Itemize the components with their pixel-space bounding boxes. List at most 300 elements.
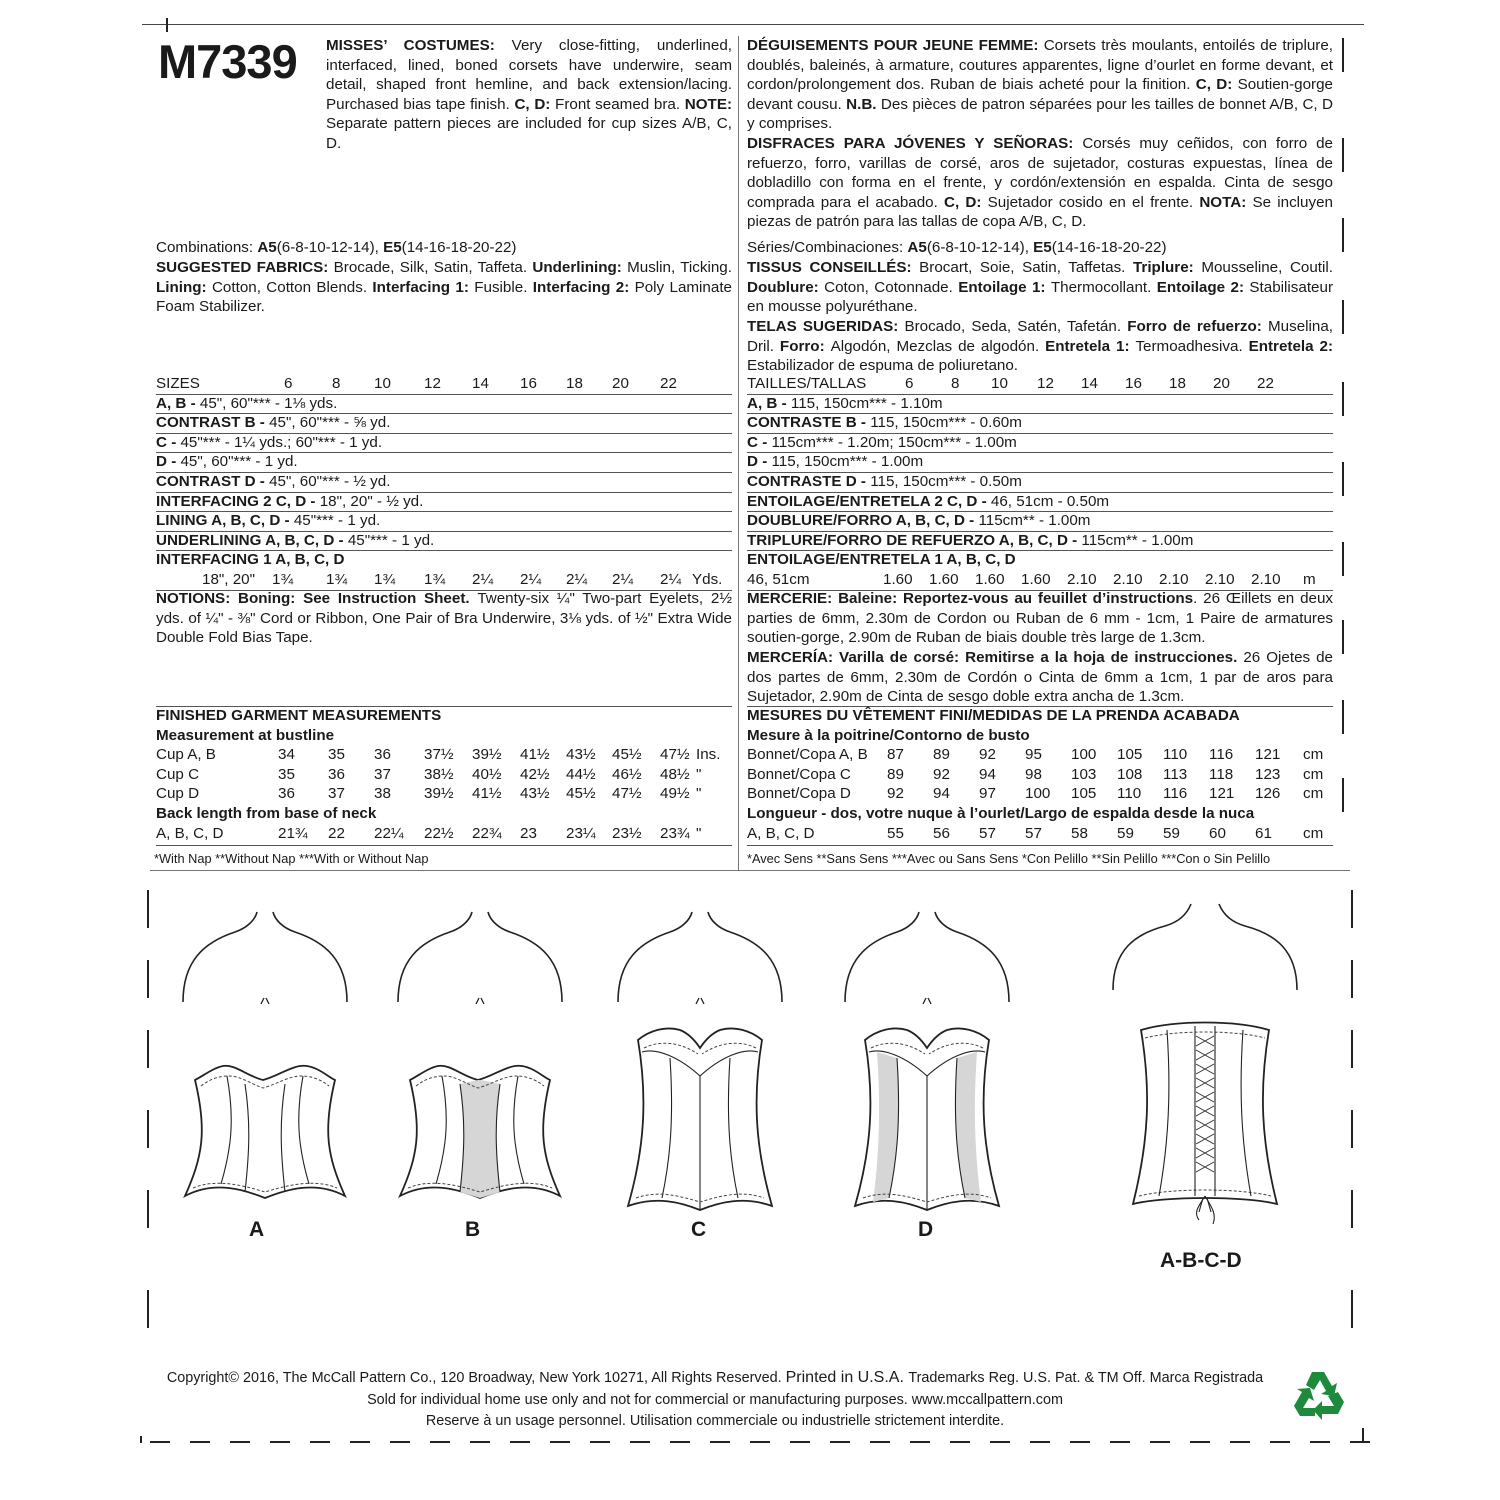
yardage-label: LINING A, B, C, D - (156, 512, 294, 530)
measure-value: 35 (278, 765, 295, 783)
text-segment: NOTE: (684, 95, 733, 113)
yardage-value: 45"*** - 1 yd. (347, 531, 435, 549)
size-header: 14 (472, 375, 489, 392)
text-segment: Forro: (779, 337, 831, 355)
text-segment: Thermocollant. (1050, 278, 1157, 296)
measure-unit: " (696, 765, 702, 783)
edge-mark (1351, 890, 1353, 928)
measure-value: 39½ (472, 746, 502, 764)
en-description (326, 36, 732, 154)
fr-fabrics (747, 258, 1333, 317)
measure-value: 46½ (612, 765, 642, 783)
copyright-text: Copyright© 2016, The McCall Pattern Co., 120 Broadway, New York 10271, All Rights Reserved. (166, 1370, 786, 1386)
measure-value: 49½ (660, 785, 690, 803)
measure-value: 57 (1025, 824, 1042, 842)
text-segment: Termoadhesiva. (1135, 337, 1249, 355)
yardage-row (747, 472, 1333, 492)
measure-value: 95 (1025, 746, 1042, 764)
measure-value: 94 (979, 765, 996, 783)
frame-dash (270, 1441, 290, 1443)
measure-value: 121 (1255, 746, 1281, 764)
measure-value: 105 (1117, 746, 1143, 764)
interfacing1-values-row (747, 570, 1333, 590)
edge-mark (147, 1290, 149, 1328)
text-segment: Sujetador cosido en el frente. (987, 193, 1200, 211)
printed-in-text: Printed in U.S.A. (785, 1369, 909, 1386)
text-segment: C, D: (514, 95, 556, 113)
bust-row (156, 765, 732, 785)
measure-value: 47½ (612, 785, 642, 803)
yardage-row (747, 452, 1333, 472)
frame-dash (430, 1441, 450, 1443)
text-segment: Separate pattern pieces are included for cup sizes A/B, C, D. (326, 115, 732, 152)
interfacing1-value: 2.10 (1205, 571, 1235, 588)
edge-mark (1351, 1110, 1353, 1148)
measure-value: 22½ (424, 824, 454, 842)
text-segment: Fusible. (474, 278, 533, 296)
yardage-label: DOUBLURE/FORRO A, B, C, D - (747, 512, 979, 530)
text-segment: (14-16-18-20-22) (1051, 239, 1167, 256)
edge-mark (1342, 218, 1344, 252)
text-segment: Muslin, Ticking. (627, 259, 732, 276)
frame-top-tick (166, 18, 168, 32)
fr-description (747, 36, 1333, 134)
bust-row-label: Cup D (156, 785, 200, 803)
yardage-row (156, 472, 732, 492)
view-label-c: C (691, 1218, 707, 1241)
interfacing1-value: 2.10 (1113, 571, 1143, 588)
text-segment: DÉGUISEMENTS POUR JEUNE FEMME: (747, 37, 1044, 54)
frame-corner (1362, 1428, 1364, 1443)
bust-title: Mesure à la poitrine/Contorno de busto (747, 726, 1030, 744)
measure-value: 89 (933, 746, 950, 764)
sizes-header-row (747, 374, 1333, 394)
frame-dash (1270, 1441, 1290, 1443)
yardage-row (156, 492, 732, 512)
yardage-row (156, 394, 732, 414)
text-segment: Brocade, Silk, Satin, Taffeta. (333, 259, 533, 276)
frame-dash (310, 1441, 330, 1443)
text-segment: Des pièces de patron séparées pour les tailles de bonnet A/B, C, D y comprises. (747, 95, 1333, 133)
frame-dash (870, 1441, 890, 1443)
back-row (747, 824, 1333, 844)
measure-value: 103 (1071, 765, 1097, 783)
measure-unit: Ins. (696, 746, 721, 764)
frame-dash (1030, 1441, 1050, 1443)
interfacing1-value: 1¾ (326, 571, 348, 588)
edge-mark (1342, 300, 1344, 334)
edge-mark (1351, 1030, 1353, 1068)
interfacing1-value: 1.60 (883, 571, 913, 588)
interfacing1-value: 2¼ (566, 571, 588, 588)
frame-dash (1350, 1441, 1370, 1443)
text-segment: MERCERÍA: Varilla de corsé: Remitirse a la hoja de instrucciones. (747, 649, 1244, 666)
edge-mark (147, 1110, 149, 1148)
size-header: 10 (374, 375, 391, 392)
measure-value: 105 (1071, 785, 1097, 803)
bust-title: Measurement at bustline (156, 726, 335, 744)
measure-value: 36 (328, 765, 345, 783)
edge-mark (1342, 138, 1344, 172)
frame-dash (1150, 1441, 1170, 1443)
size-header: 20 (612, 375, 629, 392)
bust-row-label: Bonnet/Copa D (747, 785, 851, 803)
size-header: 18 (1169, 375, 1186, 392)
yardage-value: 45", 60"*** - 1 yd. (180, 453, 298, 471)
fr-nap-note: *Avec Sens **Sans Sens ***Avec ou Sans Sens *Con Pelillo **Sin Pelillo ***Con o Sin Pelillo (747, 851, 1271, 866)
frame-dash (550, 1441, 570, 1443)
es-description (747, 134, 1333, 232)
sizes-label: TAILLES/TALLAS (747, 375, 867, 392)
size-header: 20 (1213, 375, 1230, 392)
frame-dash (1070, 1441, 1090, 1443)
footer-usage-fr: Reserve à un usage personnel. Utilisation commerciale ou industrielle strictement interdite. (425, 1413, 1005, 1429)
measure-value: 48½ (660, 765, 690, 783)
text-segment: Coton, Cotonnade. (824, 278, 959, 296)
interfacing1-value: 1¾ (424, 571, 446, 588)
text-segment: 26 Ojetes de dos partes de 6mm, 2.30m de Cordón o Cinta de 6mm a 1cm, 1 par de aros para Sujetador, 2.90m de Cinta de sesgo doble extra ancha de 1.3cm. (747, 649, 1333, 706)
es-notions (747, 648, 1333, 707)
measure-value: 55 (887, 824, 904, 842)
frame-top-line (142, 24, 1364, 25)
measure-value: 116 (1209, 746, 1234, 764)
trademark-text: Trademarks Reg. U.S. Pat. & TM Off. Marca Registrada (908, 1370, 1264, 1386)
interfacing1-value: 2¼ (612, 571, 634, 588)
interfacing1-value: 1.60 (1021, 571, 1051, 588)
measure-unit: cm (1303, 765, 1324, 783)
text-segment: (14-16-18-20-22) (401, 239, 517, 256)
yardage-label: INTERFACING 2 C, D - (156, 492, 320, 510)
yardage-value: 115cm*** - 1.20m; 150cm*** - 1.00m (771, 433, 1017, 451)
text-segment: Stabilisateur en mousse polyuréthane. (747, 278, 1333, 316)
measure-title: MESURES DU VÊTEMENT FINI/MEDIDAS DE LA PRENDA ACABADA (747, 707, 1240, 724)
measure-value: 36 (278, 785, 295, 803)
measure-unit: " (696, 785, 702, 803)
frame-dash (1310, 1441, 1330, 1443)
yardage-label: ENTOILAGE/ENTRETELA 2 C, D - (747, 492, 991, 510)
text-segment: Cotton, Cotton Blends. (211, 278, 373, 296)
edge-mark (1342, 38, 1344, 72)
size-header: 16 (520, 375, 537, 392)
frame-dash (750, 1441, 770, 1443)
measure-value: 22¼ (374, 824, 404, 842)
yardage-value: 46, 51cm - 0.50m (990, 492, 1110, 510)
corset-view-b (398, 912, 562, 1198)
measure-value: 36 (374, 746, 391, 764)
measure-value: 121 (1209, 785, 1235, 803)
text-segment: Estabilizador de espuma de poliuretano. (747, 357, 1019, 375)
size-header: 8 (951, 375, 960, 392)
measure-value: 34 (278, 746, 295, 764)
interfacing1-value: 2¼ (472, 571, 494, 588)
text-segment: Interfacing 1: (372, 278, 475, 296)
text-segment: TISSUS CONSEILLÉS: (747, 259, 920, 276)
edge-mark (147, 1190, 149, 1228)
column-divider (738, 36, 739, 870)
frame-dash (1230, 1441, 1250, 1443)
corset-view-back (1113, 904, 1297, 1224)
text-segment: Entoilage 1: (958, 278, 1051, 296)
frame-dash (830, 1441, 850, 1443)
yardage-value: 115cm** - 1.00m (978, 512, 1091, 530)
en-fabrics (156, 258, 732, 317)
measure-unit: " (696, 824, 702, 842)
measure-value: 57 (979, 824, 996, 842)
text-segment: DISFRACES PARA JÓVENES Y SEÑORAS: (747, 135, 1083, 152)
bust-row (747, 745, 1333, 765)
text-segment: Twenty-six ¼" Two-part Eyelets, 2½ yds. of ¼" - ⅜" Cord or Ribbon, One Pair of Bra Underwire, 3⅛ yds. of ½" Extra Wide Double Fold Bias Tape. (156, 590, 732, 647)
frame-dash (790, 1441, 810, 1443)
text-segment: Forro de refuerzo: (1127, 318, 1268, 335)
measure-value: 108 (1117, 765, 1143, 783)
text-segment: C, D: (944, 193, 988, 211)
measure-value: 41½ (520, 746, 550, 764)
measure-unit: cm (1303, 746, 1324, 764)
size-header: 16 (1125, 375, 1142, 392)
edge-mark (1342, 382, 1344, 416)
size-header: 12 (424, 375, 441, 392)
text-segment: Combinations: (156, 239, 258, 256)
back-row (156, 824, 732, 844)
sizes-header-row (156, 374, 732, 394)
measure-value: 110 (1117, 785, 1142, 803)
text-segment: Front seamed bra. (555, 95, 685, 113)
bust-row-label: Bonnet/Copa C (747, 765, 851, 783)
frame-dash (670, 1441, 690, 1443)
measure-unit: cm (1303, 824, 1324, 842)
corset-view-a (183, 912, 347, 1198)
footer-usage: Sold for individual home use only and not for commercial or manufacturing purposes. www.mccallpattern.com (367, 1392, 1063, 1408)
view-label-b: B (465, 1218, 481, 1241)
edge-mark (147, 890, 149, 928)
edge-mark (147, 960, 149, 998)
text-segment: Poly Laminate Foam Stabilizer. (156, 278, 732, 316)
measure-value: 37 (328, 785, 345, 803)
size-header: 6 (284, 375, 293, 392)
measure-value: 116 (1163, 785, 1188, 803)
yardage-label: A, B - (156, 394, 200, 412)
size-header: 10 (991, 375, 1008, 392)
frame-dash (390, 1441, 410, 1443)
measure-value: 94 (933, 785, 950, 803)
text-segment: Brocado, Seda, Satén, Tafetán. (904, 318, 1128, 335)
text-segment: NOTIONS: Boning: See Instruction Sheet. (156, 590, 478, 607)
corset-view-d (845, 912, 1009, 1210)
text-segment: C, D: (1195, 76, 1238, 94)
measure-value: 87 (887, 746, 904, 764)
measure-value: 45½ (566, 785, 596, 803)
footer-copyright (140, 1367, 1290, 1389)
measure-title: FINISHED GARMENT MEASUREMENTS (156, 707, 442, 724)
interfacing1-values-row (156, 570, 732, 590)
measure-value: 97 (979, 785, 996, 803)
measure-value: 23 (520, 824, 537, 842)
corset-view-c (618, 912, 782, 1210)
size-header: 12 (1037, 375, 1054, 392)
frame-dash (1110, 1441, 1130, 1443)
yardage-label: CONTRAST B - (156, 414, 270, 432)
bust-row (747, 765, 1333, 785)
back-title: Back length from base of neck (156, 805, 377, 822)
yardage-value: 45"*** - 1¼ yds.; 60"*** - 1 yd. (180, 433, 383, 451)
yardage-value: 115, 150cm*** - 0.50m (870, 473, 1022, 490)
frame-dash (510, 1441, 530, 1443)
edge-mark (1342, 620, 1344, 654)
interfacing1-unit: Yds. (692, 571, 723, 588)
size-header: 22 (1257, 375, 1274, 392)
en-notions (156, 589, 732, 648)
measure-value: 92 (933, 765, 950, 783)
text-segment: Brocart, Soie, Satin, Taffetas. (919, 259, 1133, 276)
edge-mark (1351, 1290, 1353, 1328)
edge-mark (1342, 778, 1344, 812)
table-rule (747, 845, 1333, 846)
text-segment: Entoilage 2: (1156, 278, 1250, 296)
measure-value: 60 (1209, 824, 1226, 842)
frame-dash (990, 1441, 1010, 1443)
table-rule (156, 845, 732, 846)
measure-value: 118 (1209, 765, 1234, 783)
yardage-label: CONTRAST D - (156, 473, 270, 490)
measure-value: 100 (1025, 785, 1051, 803)
yardage-value: 115, 150cm*** - 1.00m (771, 453, 924, 471)
measure-value: 23½ (612, 824, 642, 842)
yardage-label: CONTRASTE B - (747, 414, 871, 432)
yardage-value: 45", 60"*** - ⅝ yd. (269, 414, 391, 432)
text-segment: Doublure: (747, 278, 825, 296)
text-segment: Entretela 1: (1045, 337, 1136, 355)
yardage-label: C - (156, 433, 181, 451)
measure-value: 123 (1255, 765, 1281, 783)
measure-value: 92 (979, 746, 996, 764)
size-header: 8 (332, 375, 341, 392)
text-segment: Underlining: (532, 259, 628, 276)
measure-value: 44½ (566, 765, 596, 783)
yardage-label: D - (747, 453, 772, 471)
text-segment: A5 (257, 239, 277, 256)
measure-value: 59 (1163, 824, 1180, 842)
size-header: 22 (660, 375, 677, 392)
fr-combinations (747, 238, 1333, 258)
size-header: 14 (1081, 375, 1098, 392)
text-segment: Algodón, Mezclas de algodón. (830, 337, 1046, 355)
yardage-label: D - (156, 453, 181, 471)
interfacing1-label-row: INTERFACING 1 A, B, C, D (156, 551, 345, 569)
measure-value: 37½ (424, 746, 454, 764)
yardage-label: CONTRASTE D - (747, 473, 871, 490)
text-segment: Mousseline, Coutil. (1201, 259, 1333, 276)
interfacing1-value: 2.10 (1251, 571, 1281, 588)
interfacing1-width: 18", 20" (202, 571, 256, 588)
edge-mark (1342, 462, 1344, 496)
text-segment: (6-8-10-12-14), (276, 239, 384, 256)
size-header: 18 (566, 375, 583, 392)
measure-value: 37 (374, 765, 391, 783)
yardage-value: 45", 60"*** - ½ yd. (269, 473, 391, 490)
measure-unit: cm (1303, 785, 1324, 803)
measure-value: 38½ (424, 765, 454, 783)
back-title: Longueur - dos, votre nuque à l’ourlet/Largo de espalda desde la nuca (747, 805, 1255, 822)
text-segment: Corsets très moulants, entoilés de triplure, doublés, baleinés, à armature, coutures apparentes, ligne d’ourlet en forme devant, et cordon/prolongement dos. Ruban de biais acheté pour la finition. (747, 37, 1333, 94)
measure-value: 21¾ (278, 824, 308, 842)
edge-mark (1342, 700, 1344, 734)
yardage-label: UNDERLINING A, B, C, D - (156, 531, 348, 549)
measure-value: 41½ (472, 785, 502, 803)
measure-value: 22¾ (472, 824, 502, 842)
en-combinations (156, 238, 732, 258)
view-label-back: A-B-C-D (1160, 1249, 1242, 1272)
frame-dash (1190, 1441, 1210, 1443)
text-segment: N.B. (846, 95, 881, 113)
yardage-value: 115, 150cm*** - 1.10m (790, 394, 943, 412)
interfacing1-width: 46, 51cm (747, 571, 810, 588)
back-row-label: A, B, C, D (747, 824, 815, 842)
edge-mark (1351, 1190, 1353, 1228)
measure-value: 43½ (566, 746, 596, 764)
measure-value: 89 (887, 765, 904, 783)
text-segment: MISSES’ COSTUMES: (326, 37, 512, 54)
back-row-label: A, B, C, D (156, 824, 224, 842)
interfacing1-label-row: ENTOILAGE/ENTRETELA 1 A, B, C, D (747, 551, 1016, 569)
frame-dash (910, 1441, 930, 1443)
yardage-row (747, 413, 1333, 433)
frame-dash (590, 1441, 610, 1443)
text-segment: Entretela 2: (1248, 337, 1334, 355)
yardage-row (156, 452, 732, 472)
measure-value: 126 (1255, 785, 1281, 803)
pattern-number: M7339 (158, 35, 297, 88)
yardage-value: 115cm** - 1.00m (1081, 531, 1194, 549)
text-segment: E5 (383, 239, 402, 256)
text-segment: Corsés muy ceñidos, con forro de refuerzo, forro, varillas de corsé, aros de sujetador, costuras expuestas, línea de dobladillo con forma en el frente, y cordón/extensión en espalda. Cinta de sesgo comprada para el acabado. (747, 135, 1333, 211)
bust-row-label: Cup C (156, 765, 200, 783)
yardage-value: 45"*** - 1 yd. (293, 512, 381, 530)
measure-value: 47½ (660, 746, 690, 764)
text-segment: A5 (907, 239, 927, 256)
fr-notions (747, 589, 1333, 648)
frame-dash (150, 1441, 170, 1443)
bust-row (747, 784, 1333, 804)
yardage-value: 115, 150cm*** - 0.60m (870, 414, 1022, 432)
measure-value: 58 (1071, 824, 1088, 842)
measure-value: 43½ (520, 785, 550, 803)
size-header: 6 (905, 375, 914, 392)
bust-row-label: Bonnet/Copa A, B (747, 746, 868, 764)
yardage-row (747, 531, 1333, 551)
measure-value: 42½ (520, 765, 550, 783)
yardage-label: A, B - (747, 394, 791, 412)
measure-value: 39½ (424, 785, 454, 803)
measure-value: 23¼ (566, 824, 596, 842)
frame-bottom-line (140, 1443, 1364, 1444)
interfacing1-value: 2.10 (1159, 571, 1189, 588)
sizes-label: SIZES (156, 375, 200, 392)
text-segment: Interfacing 2: (532, 278, 635, 296)
text-segment: Séries/Combinaciones: (747, 239, 908, 256)
yardage-row (156, 413, 732, 433)
frame-dash (350, 1441, 370, 1443)
interfacing1-value: 2¼ (520, 571, 542, 588)
bust-row (156, 745, 732, 765)
yardage-row (156, 531, 732, 551)
edge-mark (147, 1030, 149, 1068)
yardage-row (747, 511, 1333, 531)
measure-value: 35 (328, 746, 345, 764)
yardage-label: TRIPLURE/FORRO DE REFUERZO A, B, C, D - (747, 531, 1082, 549)
interfacing1-value: 2.10 (1067, 571, 1097, 588)
text-segment: TELAS SUGERIDAS: (747, 318, 905, 335)
interfacing1-unit: m (1303, 571, 1316, 588)
